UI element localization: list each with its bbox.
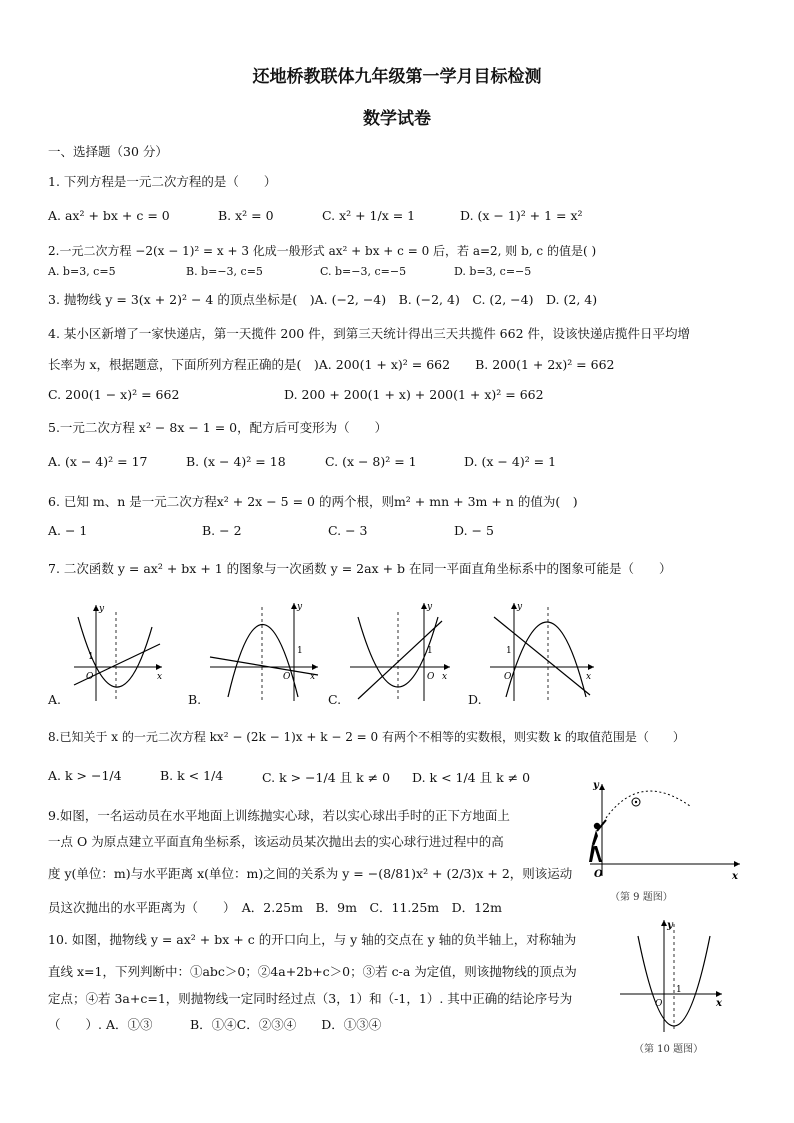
q1-option-b: B. x² = 0: [218, 208, 274, 223]
y-label: y: [99, 604, 105, 614]
y-label: y: [667, 920, 673, 931]
q8-option-d: D. k < 1/4 且 k ≠ 0: [412, 770, 531, 785]
q6-stem: 6. 已知 m、n 是一元二次方程x² + 2x − 5 = 0 的两个根，则m² + mn + 3m + n 的值为( ): [48, 494, 578, 509]
q10-line1: 10. 如图，抛物线 y = ax² + bx + c 的开口向上，与 y 轴的交点在 y 轴的负半轴上，对称轴为: [48, 932, 577, 947]
x-label: x: [716, 998, 722, 1009]
y-label: y: [297, 602, 303, 612]
one-label: 1: [676, 985, 682, 995]
q5-stem: 5.一元二次方程 x² − 8x − 1 = 0，配方后可变形为（ ）: [48, 420, 388, 435]
q1-option-a: A. ax² + bx + c = 0: [48, 208, 170, 223]
section-heading: 一、选择题（30 分）: [48, 144, 168, 159]
q2-stem: 2.一元二次方程 −2(x − 1)² = x + 3 化成一般形式 ax² + bx + c = 0 后，若 a=2, 则 b, c 的值是( ): [48, 244, 597, 258]
q2-option-c: C. b=−3, c=−5: [320, 265, 407, 278]
y-label: y: [517, 602, 523, 612]
q1-stem: 1. 下列方程是一元二次方程的是（ ）: [48, 174, 277, 189]
x-arrow-icon: [312, 664, 318, 670]
q7-graph-c: [346, 597, 454, 707]
q8-option-c: C. k > −1/4 且 k ≠ 0: [262, 770, 391, 785]
q2-option-a: A. b=3, c=5: [48, 265, 116, 278]
x-label: x: [157, 672, 163, 682]
q10-line2: 直线 x=1，下列判断中：①abc＞0；②4a+2b+c＞0；③若 c-a 为定值，则该抛物线的顶点为: [48, 964, 577, 979]
q5-option-c: C. (x − 8)² = 1: [325, 454, 417, 469]
y-arrow-icon: [599, 784, 605, 790]
q8-option-a: A. k > −1/4: [48, 768, 122, 783]
q4-option-d: D. 200 + 200(1 + x) + 200(1 + x)² = 662: [284, 387, 544, 402]
q9-figure: [570, 776, 746, 884]
parabola: [358, 617, 438, 687]
q2-option-d: D. b=3, c=−5: [454, 265, 532, 278]
x-label: x: [586, 672, 592, 682]
parabola: [228, 625, 298, 698]
origin-label: O: [655, 999, 663, 1009]
q7-label-c: C.: [328, 692, 342, 707]
x-arrow-icon: [588, 664, 594, 670]
y-label: y: [593, 780, 599, 791]
q8-option-b: B. k < 1/4: [160, 768, 224, 783]
q9-line4: 员这次抛出的水平距离为（ ） A．2.25m B．9m C．11.25m D．12m: [48, 900, 502, 915]
q1-option-d: D. (x − 1)² + 1 = x²: [460, 208, 583, 223]
origin-label: O: [427, 672, 435, 682]
x-arrow-icon: [734, 861, 740, 867]
origin-label: O: [594, 869, 603, 880]
q10-line3: 定点；④若 3a+c=1，则抛物线一定同时经过点（3，1）和（-1，1）. 其中正确的结论序号为: [48, 991, 573, 1006]
q3-stem: 3. 抛物线 y = 3(x + 2)² − 4 的顶点坐标是( )A. (−2, −4) B. (−2, 4) C. (2, −4) D. (2, 4): [48, 292, 598, 307]
x-arrow-icon: [444, 664, 450, 670]
q7-label-b: B.: [188, 692, 202, 707]
q5-option-d: D. (x − 4)² = 1: [464, 454, 557, 469]
q4-line1: 4. 某小区新增了一家快递店，第一天揽件 200 件，到第三天统计得出三天共揽件 662 件，设该快递店揽件日平均增: [48, 326, 691, 341]
q10-line4: （ ）. A．①③ B．①④C．②③④ D．①③④: [48, 1017, 382, 1032]
origin-label: O: [504, 672, 512, 682]
q9-line1: 9.如图，一名运动员在水平地面上训练抛实心球，若以实心球出手时的正下方地面上: [48, 808, 510, 823]
q6-option-b: B. − 2: [202, 523, 242, 538]
x-label: x: [442, 672, 448, 682]
q4-line2: 长率为 x，根据题意，下面所列方程正确的是( )A. 200(1 + x)² = 662 B. 200(1 + 2x)² = 662: [48, 357, 615, 372]
q7-graph-b: [206, 597, 321, 707]
one-label: 1: [427, 646, 433, 656]
line: [494, 617, 590, 695]
q4-option-c: C. 200(1 − x)² = 662: [48, 387, 180, 402]
q9-caption: （第 9 题图）: [610, 892, 673, 903]
q9-line3: 度 y(单位：m)与水平距离 x(单位：m)之间的关系为 y = −(8/81)x² + (2/3)x + 2，则该运动: [48, 866, 573, 881]
q5-option-a: A. (x − 4)² = 17: [48, 454, 148, 469]
y-label: y: [427, 602, 433, 612]
ball-trajectory: [606, 791, 690, 818]
one-label: 1: [506, 646, 512, 656]
q6-option-a: A. − 1: [48, 523, 88, 538]
q9-line2: 一点 O 为原点建立平面直角坐标系，该运动员某次抛出去的实心球行进过程中的高: [48, 834, 504, 849]
athlete-icon: [589, 820, 606, 862]
x-label: x: [310, 672, 316, 682]
origin-label: O: [283, 672, 291, 682]
q6-option-c: C. − 3: [328, 523, 368, 538]
x-arrow-icon: [716, 991, 722, 997]
q7-label-a: A.: [48, 692, 62, 707]
q10-figure: [618, 916, 728, 1036]
line: [210, 657, 318, 675]
q8-stem: 8.已知关于 x 的一元二次方程 kx² − (2k − 1)x + k − 2 = 0 有两个不相等的实数根，则实数 k 的取值范围是（ ）: [48, 730, 685, 744]
q2-option-b: B. b=−3, c=5: [186, 265, 263, 278]
x-arrow-icon: [156, 664, 162, 670]
one-label: 1: [88, 652, 94, 662]
q7-stem: 7. 二次函数 y = ax² + bx + 1 的图象与一次函数 y = 2ax + b 在同一平面直角坐标系中的图象可能是（ ）: [48, 561, 672, 576]
origin-label: O: [86, 672, 94, 682]
q1-option-c: C. x² + 1/x = 1: [322, 208, 416, 223]
q6-option-d: D. − 5: [454, 523, 494, 538]
x-label: x: [732, 871, 738, 882]
q7-graph-d: [486, 597, 598, 707]
ball-center-icon: [635, 801, 637, 803]
q7-graph-a: [66, 597, 166, 707]
q5-option-b: B. (x − 4)² = 18: [186, 454, 286, 469]
q7-label-d: D.: [468, 692, 482, 707]
one-label: 1: [297, 646, 303, 656]
exam-subtitle: 数学试卷: [363, 109, 431, 129]
q10-caption: （第 10 题图）: [634, 1044, 704, 1055]
exam-title: 还地桥教联体九年级第一学月目标检测: [252, 67, 542, 87]
